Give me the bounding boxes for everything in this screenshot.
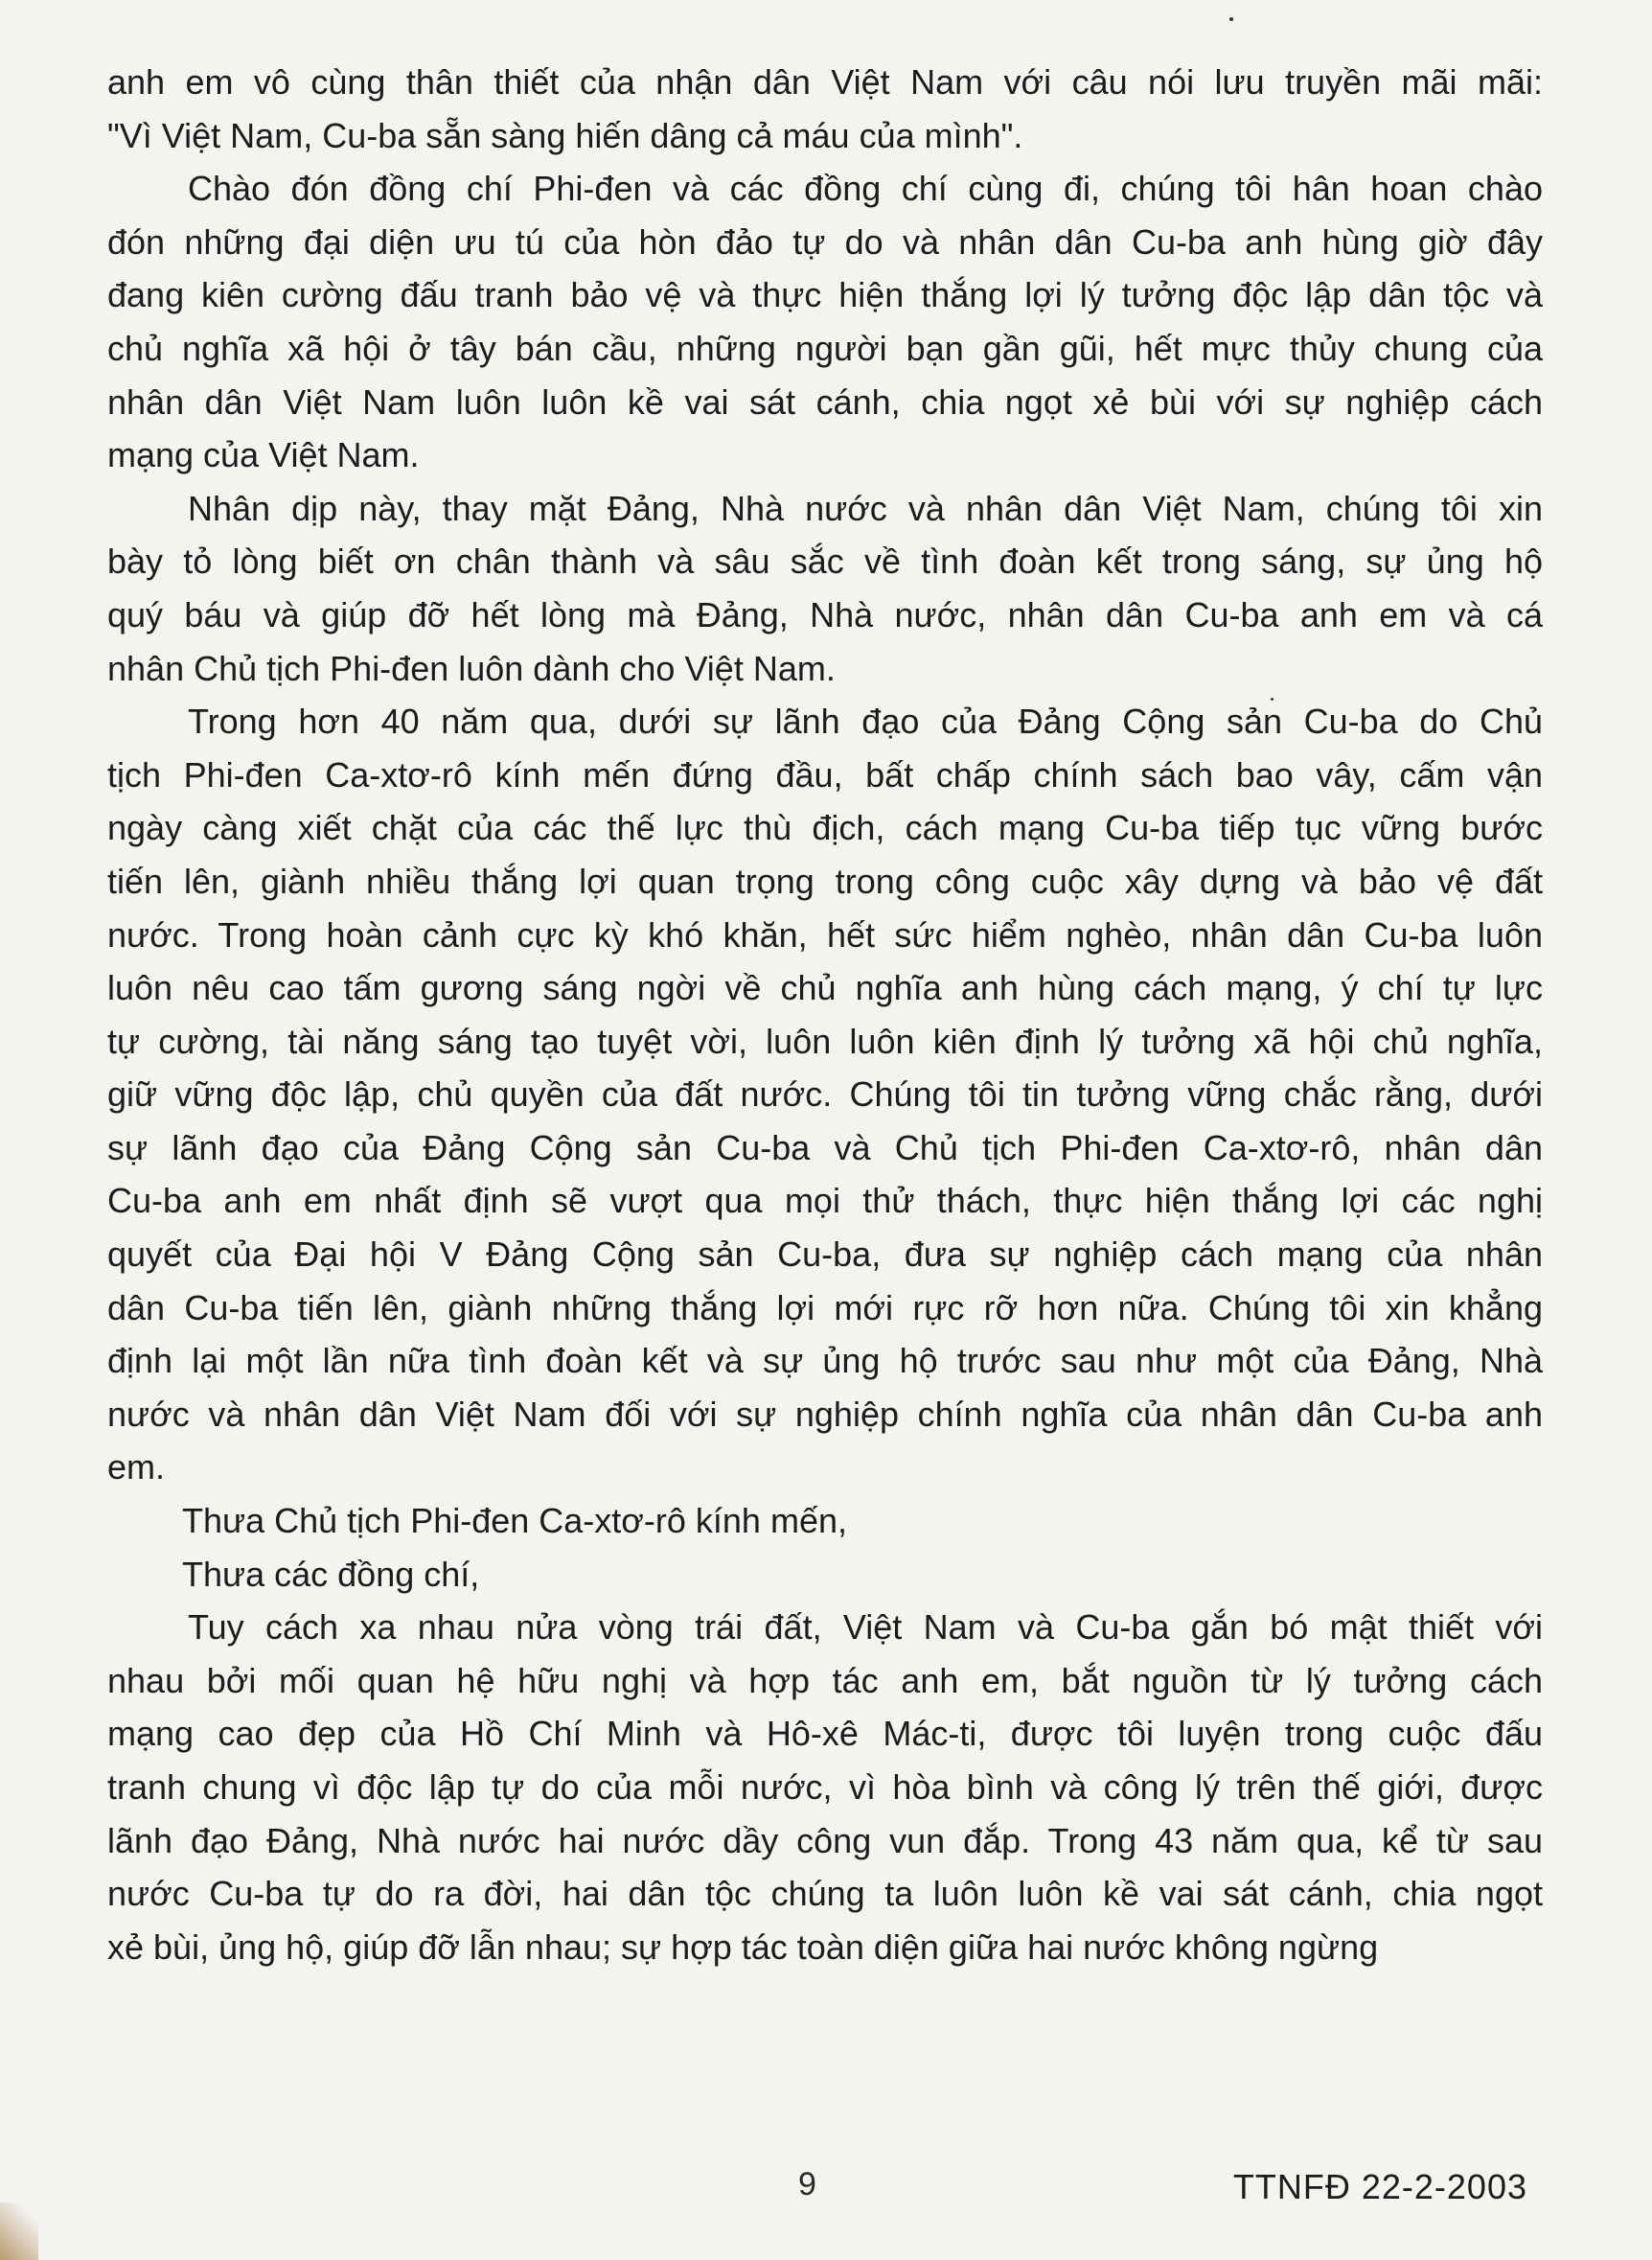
scan-speck — [1271, 698, 1273, 701]
text-line: định lại một lần nữa tình đoàn kết và sự ủng hộ trước sau như một của Đảng, Nhà — [107, 1341, 1543, 1381]
text-line: Nhân dịp này, thay mặt Đảng, Nhà nước và nhân dân Việt Nam, chúng tôi xin — [188, 488, 1543, 528]
text-line: đón những đại diện ưu tú của hòn đảo tự do và nhân dân Cu-ba anh hùng giờ đây — [107, 221, 1543, 262]
text-line: nhau bởi mối quan hệ hữu nghị và hợp tác anh em, bắt nguồn từ lý tưởng cách — [107, 1660, 1543, 1700]
text-line: Tuy cách xa nhau nửa vòng trái đất, Việt Nam và Cu-ba gắn bó mật thiết với — [188, 1607, 1543, 1648]
text-line: nhân dân Việt Nam luôn luôn kề vai sát cánh, chia ngọt xẻ bùi với sự nghiệp cách — [107, 381, 1543, 422]
salutation-paragraph — [107, 1494, 1543, 1548]
text-line: Thưa Chủ tịch Phi-đen Ca-xtơ-rô kính mến, — [182, 1501, 847, 1541]
text-line: giữ vững độc lập, chủ quyền của đất nước. Chúng tôi tin tưởng vững chắc rằng, dưới — [107, 1074, 1543, 1115]
text-line: anh em vô cùng thân thiết của nhận dân Việt Nam với câu nói lưu truyền mãi mãi: — [107, 62, 1543, 102]
text-line: Thưa các đồng chí, — [182, 1554, 480, 1594]
text-line: mạng của Việt Nam. — [107, 435, 420, 475]
text-line: tranh chung vì độc lập tự do của mỗi nước, vì hòa bình và công lý trên thế giới, được — [107, 1767, 1543, 1807]
body-paragraph — [107, 1601, 1543, 1973]
text-line: nước. Trong hoàn cảnh cực kỳ khó khăn, hết sức hiểm nghèo, nhân dân Cu-ba luôn — [107, 914, 1543, 955]
source-reference: TTNFĐ 22-2-2003 — [1232, 2167, 1527, 2206]
scan-speck — [1229, 17, 1233, 21]
text-line: "Vì Việt Nam, Cu-ba sẵn sàng hiến dâng cả máu của mình". — [107, 115, 1023, 155]
text-line: đang kiên cường đấu tranh bảo vệ và thực hiện thắng lợi lý tưởng độc lập dân tộc và — [107, 275, 1543, 315]
text-line: tự cường, tài năng sáng tạo tuyệt vời, luôn luôn kiên định lý tưởng xã hội chủ nghĩa, — [107, 1021, 1543, 1061]
text-line: Trong hơn 40 năm qua, dưới sự lãnh đạo của Đảng Cộng sản Cu-ba do Chủ — [188, 702, 1543, 742]
text-line: quý báu và giúp đỡ hết lòng mà Đảng, Nhà nước, nhân dân Cu-ba anh em và cá — [107, 594, 1543, 634]
text-line: nước Cu-ba tự do ra đời, hai dân tộc chúng ta luôn luôn kề vai sát cánh, chia ngọt — [107, 1874, 1543, 1914]
body-paragraph — [107, 56, 1543, 162]
text-line: bày tỏ lòng biết ơn chân thành và sâu sắc về tình đoàn kết trong sáng, sự ủng hộ — [107, 542, 1543, 582]
text-line: Chào đón đồng chí Phi-đen và các đồng chí cùng đi, chúng tôi hân hoan chào — [188, 169, 1543, 209]
text-line: xẻ bùi, ủng hộ, giúp đỡ lẫn nhau; sự hợp tác toàn diện giữa hai nước không ngừng — [107, 1926, 1379, 1967]
page-number: 9 — [798, 2166, 816, 2202]
text-line: dân Cu-ba tiến lên, giành những thắng lợi mới rực rỡ hơn nữa. Chúng tôi xin khẳng — [107, 1287, 1543, 1327]
text-line: mạng cao đẹp của Hồ Chí Minh và Hô-xê Mác-ti, được tôi luyện trong cuộc đấu — [107, 1714, 1543, 1754]
text-line: quyết của Đại hội V Đảng Cộng sản Cu-ba, đưa sự nghiệp cách mạng của nhân — [107, 1234, 1543, 1275]
text-line: luôn nêu cao tấm gương sáng ngời về chủ nghĩa anh hùng cách mạng, ý chí tự lực — [107, 968, 1543, 1008]
salutation-paragraph — [107, 1548, 1543, 1602]
text-line: tiến lên, giành nhiều thắng lợi quan trọng trong công cuộc xây dựng và bảo vệ đất — [107, 861, 1543, 901]
text-line: Cu-ba anh em nhất định sẽ vượt qua mọi thử thách, thực hiện thắng lợi các nghị — [107, 1181, 1543, 1221]
document-body — [107, 56, 1543, 1973]
body-paragraph — [107, 695, 1543, 1494]
text-line: nhân Chủ tịch Phi-đen luôn dành cho Việt Nam. — [107, 648, 836, 688]
text-line: em. — [107, 1447, 166, 1487]
body-paragraph — [107, 162, 1543, 482]
text-line: lãnh đạo Đảng, Nhà nước hai nước dầy công vun đắp. Trong 43 năm qua, kể từ sau — [107, 1820, 1543, 1860]
text-line: chủ nghĩa xã hội ở tây bán cầu, những người bạn gần gũi, hết mực thủy chung của — [107, 328, 1543, 368]
text-line: sự lãnh đạo của Đảng Cộng sản Cu-ba và Chủ tịch Phi-đen Ca-xtơ-rô, nhân dân — [107, 1127, 1543, 1167]
page-edge-shadow — [0, 2202, 38, 2260]
text-line: ngày càng xiết chặt của các thế lực thù địch, cách mạng Cu-ba tiếp tục vững bước — [107, 808, 1543, 848]
text-line: tịch Phi-đen Ca-xtơ-rô kính mến đứng đầu, bất chấp chính sách bao vây, cấm vận — [107, 754, 1543, 795]
body-paragraph — [107, 482, 1543, 695]
text-line: nước và nhân dân Việt Nam đối với sự nghiệp chính nghĩa của nhân dân Cu-ba anh — [107, 1394, 1543, 1434]
